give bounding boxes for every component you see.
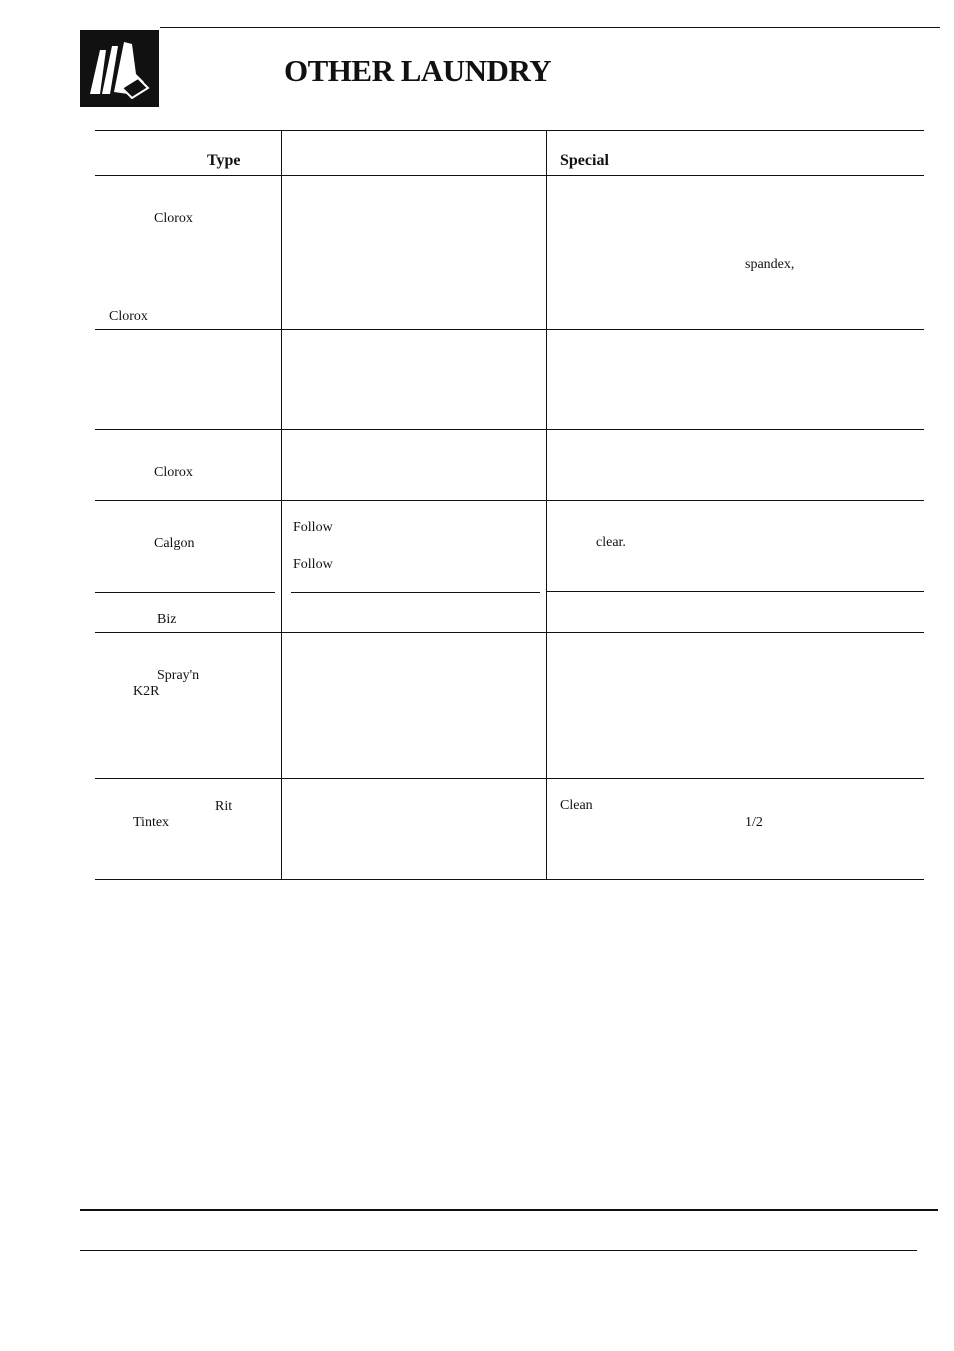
row-rule [547,591,924,592]
table-cell: Clean [560,798,593,813]
table-cell: Spray'n [157,668,200,683]
table-cell: Follow [293,557,333,572]
table-cell: Clorox [154,465,193,480]
footer-rule [80,1250,917,1251]
column-header-special: Special [560,152,609,169]
row-rule [278,778,558,779]
table-cell: spandex, [745,257,795,272]
table-cell: Clorox [154,211,193,226]
table-cell: Biz [157,612,177,627]
column-divider [281,130,282,879]
hand-pressing-button-icon [80,30,159,107]
row-rule [95,429,924,430]
row-rule [95,500,924,501]
table-cell: Follow [293,520,333,535]
column-header-type: Type [207,152,241,169]
table-cell: K2R [133,684,160,699]
table-bottom-rule [95,879,924,880]
table-top-rule [95,130,924,131]
row-rule [291,592,540,593]
table-cell: Tintex [133,815,170,830]
table-cell: Rit [215,799,233,814]
footer-rule [80,1209,938,1211]
table-cell: Clorox [109,309,148,324]
row-rule [95,329,924,330]
column-divider [546,130,547,879]
row-rule [95,632,924,633]
row-rule [95,592,275,593]
header-rule [95,175,924,176]
table-cell: 1/2 [745,815,763,830]
top-rule [160,27,940,28]
page-title: OTHER LAUNDRY [284,53,552,88]
table-cell: Calgon [154,536,195,551]
table-cell: clear. [596,535,626,550]
